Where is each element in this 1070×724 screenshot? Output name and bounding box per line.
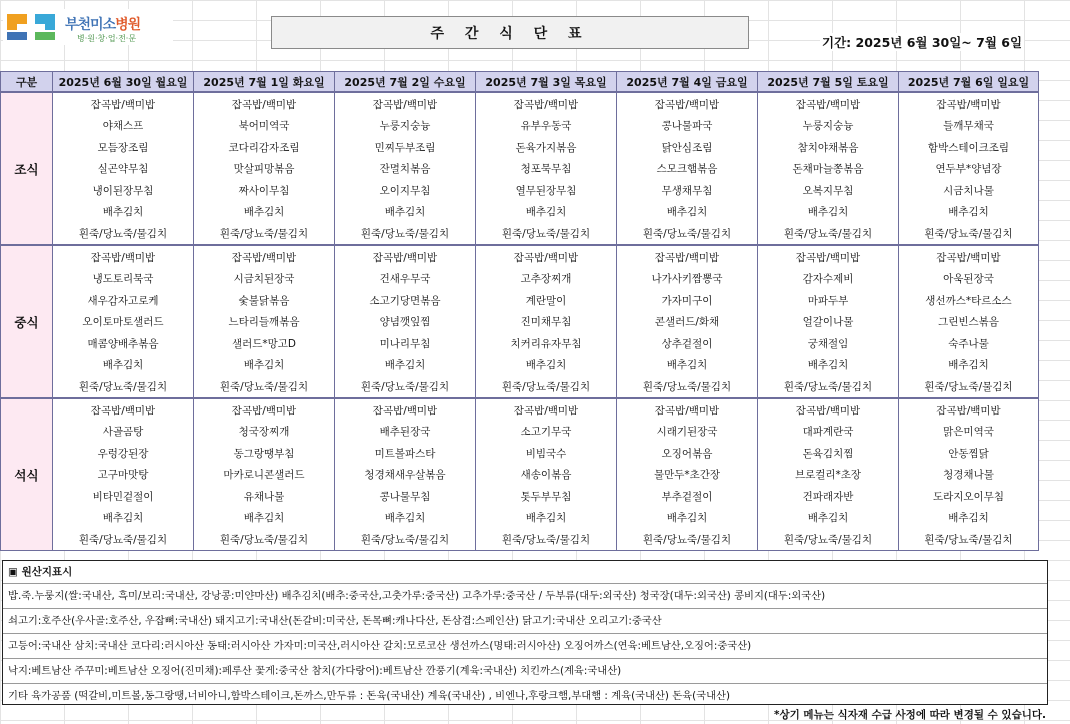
dish-item: 잡곡밥/백미밥: [936, 252, 1001, 264]
meal-row: [0, 245, 1039, 398]
dish-item: 건파래자반: [802, 490, 854, 503]
dish-item: 매콤양배추볶음: [87, 337, 159, 350]
day-menu-cell: [52, 92, 193, 245]
day-menu-cell: [475, 92, 616, 245]
day-menu-cell: [334, 398, 475, 551]
dish-item: 잡곡밥/백미밥: [795, 405, 861, 417]
dish-item: 잡곡밥/백미밥: [513, 99, 579, 111]
day-header: 2025년 7월 4일 금요일: [616, 71, 757, 92]
dish-item: 새송이볶음: [520, 469, 572, 482]
dish-item: 잡곡밥/백미밥: [936, 405, 1001, 417]
dish-item: 흰죽/당뇨죽/물김치: [78, 533, 168, 546]
day-menu-cell: [616, 398, 757, 551]
dish-item: 배추김치: [384, 359, 426, 372]
dish-item: 배추김치: [525, 206, 567, 219]
dish-item: 누룽지숭늉: [802, 120, 854, 133]
dish-item: 건새우무국: [379, 273, 431, 286]
dish-item: 흰죽/당뇨죽/물김치: [924, 533, 1013, 546]
dish-item: 북어미역국: [238, 120, 290, 133]
dish-item: 들깨무채국: [943, 120, 994, 133]
day-header: 2025년 7월 3일 목요일: [475, 71, 616, 92]
logo-mark-icon: [5, 12, 57, 42]
dish-item: 냉이된장무침: [92, 184, 154, 197]
dish-item: 모듬장조림: [97, 141, 149, 154]
dish-item: 배추김치: [666, 206, 708, 219]
dish-item: 열무된장무침: [515, 184, 577, 197]
dish-item: 콩나물파국: [661, 120, 713, 133]
dish-item: 닭안심조림: [661, 141, 713, 154]
dish-item: 대파계란국: [802, 426, 854, 439]
dish-item: 배추김치: [666, 512, 708, 525]
dish-item: 흰죽/당뇨죽/물김치: [924, 227, 1013, 240]
dish-item: 유채나물: [243, 490, 285, 503]
dish-item: 마카로니콘샐러드: [223, 469, 305, 482]
dish-item: 잡곡밥/백미밥: [90, 252, 156, 264]
dish-item: 배추김치: [948, 359, 989, 372]
dish-item: 오이지무침: [379, 184, 431, 197]
dish-item: 얼갈이나물: [802, 316, 854, 329]
dish-item: 무생채무침: [661, 184, 713, 197]
dish-item: 시금치나물: [943, 184, 994, 197]
dish-item: 배추김치: [666, 359, 708, 372]
dish-item: 흰죽/당뇨죽/물김치: [642, 227, 732, 240]
dish-item: 배추김치: [102, 206, 144, 219]
dish-item: 흰죽/당뇨죽/물김치: [642, 533, 732, 546]
dish-item: 유부우동국: [520, 120, 572, 133]
day-menu-cell: [193, 245, 334, 398]
day-menu-cell: [898, 398, 1039, 551]
day-menu-cell: [193, 92, 334, 245]
day-menu-cell: [757, 92, 898, 245]
dish-item: 오복지무침: [802, 184, 854, 197]
dish-item: 궁채절임: [807, 337, 849, 350]
dish-item: 코다리감자조림: [228, 141, 300, 154]
dish-item: 흰죽/당뇨죽/물김치: [360, 380, 450, 393]
dish-item: 시래기된장국: [656, 426, 718, 439]
dish-item: 잡곡밥/백미밥: [372, 405, 438, 417]
dish-item: 그린빈스볶음: [938, 316, 999, 329]
dish-item: 도라지오이무침: [932, 490, 1004, 503]
dish-item: 잡곡밥/백미밥: [513, 405, 579, 417]
dish-item: 잡곡밥/백미밥: [231, 99, 297, 111]
day-menu-cell: [193, 398, 334, 551]
corner-header: 구분: [0, 71, 52, 92]
dish-item: 브로컬리*초장: [794, 469, 862, 482]
dish-item: 흰죽/당뇨죽/물김치: [219, 227, 309, 240]
dish-item: 고추장찌개: [520, 273, 572, 286]
dish-item: 흰죽/당뇨죽/물김치: [783, 227, 873, 240]
dish-item: 잡곡밥/백미밥: [231, 405, 297, 417]
dish-item: 배추김치: [807, 359, 849, 372]
origin-title: ▣ 원산지표시: [8, 566, 73, 578]
day-menu-cell: [334, 245, 475, 398]
dish-item: 배추김치: [525, 359, 567, 372]
dish-item: 콘샐러드/화채: [654, 316, 720, 329]
dish-item: 잡곡밥/백미밥: [936, 99, 1001, 111]
dish-item: 배추김치: [948, 512, 989, 525]
dish-item: 나가사키짬뽕국: [651, 273, 723, 286]
dish-item: 진미채무침: [520, 316, 572, 329]
dish-item: 안동찜닭: [948, 447, 989, 460]
day-header: 2025년 6월 30일 월요일: [52, 71, 193, 92]
dish-item: 배추김치: [243, 512, 285, 525]
dish-item: 민찌두부조림: [374, 141, 436, 154]
dish-item: 잡곡밥/백미밥: [795, 99, 861, 111]
dish-item: 짜사이무침: [238, 184, 290, 197]
day-menu-cell: [616, 245, 757, 398]
day-menu-cell: [898, 245, 1039, 398]
dish-item: 숙주나물: [948, 337, 989, 350]
meal-row: [0, 92, 1039, 245]
dish-item: 흰죽/당뇨죽/물김치: [78, 380, 168, 393]
dish-item: 함박스테이크조림: [927, 141, 1010, 154]
dish-item: 오징어볶음: [661, 447, 713, 460]
dish-item: 야채스프: [102, 120, 144, 133]
dish-item: 느타리들깨볶음: [228, 316, 300, 329]
dish-item: 잡곡밥/백미밥: [654, 99, 720, 111]
hospital-logo: [3, 9, 173, 45]
dish-item: 냉도토리묵국: [92, 273, 154, 286]
dish-item: 동그랑땡부침: [233, 447, 295, 460]
dish-item: 청포묵무침: [520, 163, 572, 176]
dish-item: 맑은미역국: [943, 426, 994, 439]
dish-item: 소고기당면볶음: [369, 294, 441, 307]
dish-item: 배추김치: [243, 359, 285, 372]
day-menu-cell: [475, 245, 616, 398]
dish-item: 잡곡밥/백미밥: [513, 252, 579, 264]
logo-subtitle: 병·원·창·업·전·문: [77, 34, 137, 43]
dish-item: 가자미구이: [661, 294, 713, 307]
dish-item: 샐러드*망고D: [231, 337, 297, 350]
footnote: *상기 메뉴는 식자재 수급 사정에 따라 변경될 수 있습니다.: [773, 709, 1046, 721]
dish-item: 흰죽/당뇨죽/물김치: [219, 380, 309, 393]
dish-item: 오이토마토샐러드: [82, 316, 164, 329]
dish-item: 잡곡밥/백미밥: [654, 405, 720, 417]
dish-item: 흰죽/당뇨죽/물김치: [924, 380, 1013, 393]
origin-line: 밥.죽.누룽지(쌀:국내산, 흑미/보리:국내산, 강낭콩:미얀마산) 배추김치(배추:중국산,고춧가루:중국산) 고추가루:중국산 / 두부류(대두:외국산) 청국장(대두:외국산) 콩비지(대두:외국산): [3, 583, 1047, 608]
dish-item: 고구마맛탕: [97, 469, 149, 482]
meal-label: 조식: [0, 92, 52, 245]
dish-item: 흰죽/당뇨죽/물김치: [501, 227, 591, 240]
dish-item: 배추김치: [384, 512, 426, 525]
dish-item: 배추김치: [525, 512, 567, 525]
logo-name-suffix: 병원: [115, 17, 141, 33]
dish-item: 잡곡밥/백미밥: [90, 405, 156, 417]
dish-item: 톳두부무침: [520, 490, 572, 503]
page-title: 주 간 식 단 표: [271, 16, 749, 49]
dish-item: 배추김치: [243, 206, 285, 219]
dish-item: 배추김치: [384, 206, 426, 219]
dish-item: 참치야채볶음: [797, 141, 859, 154]
dish-item: 실곤약무침: [97, 163, 149, 176]
dish-item: 누룽지숭늉: [379, 120, 431, 133]
dish-item: 잡곡밥/백미밥: [372, 252, 438, 264]
dish-item: 배추김치: [807, 512, 849, 525]
dish-item: 배추김치: [948, 206, 989, 219]
origin-line: 고등어:국내산 삼치:국내산 코다리:러시아산 동태:러시아산 가자미:미국산,러시아산 갈치:모로코산 생선까스(명태:러시아산) 오징어까스(연육:베트남산,오징어:중국산): [3, 633, 1047, 658]
dish-item: 상추겉절이: [661, 337, 713, 350]
dish-item: 흰죽/당뇨죽/물김치: [360, 227, 450, 240]
dish-item: 흰죽/당뇨죽/물김치: [783, 380, 873, 393]
dish-item: 콩나물무침: [379, 490, 431, 503]
origin-box: [2, 560, 1048, 705]
dish-item: 잔멸치볶음: [379, 163, 431, 176]
dish-item: 맛살피망볶음: [233, 163, 295, 176]
dish-item: 새우감자고로케: [87, 294, 159, 307]
dish-item: 흰죽/당뇨죽/물김치: [501, 533, 591, 546]
origin-line: 쇠고기:호주산(우사골:호주산, 우잡뼈:국내산) 돼지고기:국내산(돈갈비:미국산, 돈목뼈:캐나다산, 돈삼겹:스페인산) 닭고기:국내산 오리고기:중국산: [3, 608, 1047, 633]
day-header: 2025년 7월 1일 화요일: [193, 71, 334, 92]
meal-label: 석식: [0, 398, 52, 551]
dish-item: 치커리유자무침: [510, 337, 582, 350]
day-menu-cell: [52, 245, 193, 398]
day-header: 2025년 7월 2일 수요일: [334, 71, 475, 92]
dish-item: 청경채나물: [943, 469, 994, 482]
origin-line: 기타 육가공품 (떡갈비,미트볼,동그랑땡,너비아니,함박스테이크,돈까스,만두류 : 돈육(국내산) 계육(국내산) , 비엔나,후랑크햄,부대햄 : 계육(국내산) 돈육(국내산): [3, 683, 1047, 708]
dish-item: 부추겉절이: [661, 490, 713, 503]
dish-item: 흰죽/당뇨죽/물김치: [219, 533, 309, 546]
dish-item: 소고기무국: [520, 426, 572, 439]
dish-item: 잡곡밥/백미밥: [795, 252, 861, 264]
dish-item: 돈육가지볶음: [515, 141, 577, 154]
dish-item: 잡곡밥/백미밥: [90, 99, 156, 111]
dish-item: 우렁강된장: [97, 447, 149, 460]
period-label: 기간: 2025년 6월 30일~ 7월 6일: [822, 35, 1023, 50]
day-menu-cell: [757, 398, 898, 551]
dish-item: 미트볼파스타: [374, 447, 436, 460]
dish-item: 돈채마늘쫑볶음: [792, 163, 864, 176]
dish-item: 잡곡밥/백미밥: [372, 99, 438, 111]
dish-item: 비빔국수: [525, 447, 567, 460]
meal-row: [0, 398, 1039, 551]
logo-name: 부천미소병원: [65, 17, 141, 33]
dish-item: 사골곰탕: [102, 426, 144, 439]
day-menu-cell: [898, 92, 1039, 245]
day-header: 2025년 7월 5일 토요일: [757, 71, 898, 92]
dish-item: 배추김치: [807, 206, 849, 219]
dish-item: 청국장찌개: [238, 426, 290, 439]
day-header: 2025년 7월 6일 일요일: [898, 71, 1039, 92]
dish-item: 돈육김치찜: [802, 447, 854, 460]
dish-item: 미나리무침: [379, 337, 431, 350]
dish-item: 흰죽/당뇨죽/물김치: [642, 380, 732, 393]
dish-item: 흰죽/당뇨죽/물김치: [78, 227, 168, 240]
dish-item: 숯불닭볶음: [238, 294, 290, 307]
table-header-row: [0, 71, 1039, 92]
dish-item: 흰죽/당뇨죽/물김치: [360, 533, 450, 546]
dish-item: 잡곡밥/백미밥: [231, 252, 297, 264]
meal-label: 중식: [0, 245, 52, 398]
dish-item: 아욱된장국: [943, 273, 994, 286]
dish-item: 잡곡밥/백미밥: [654, 252, 720, 264]
day-menu-cell: [475, 398, 616, 551]
dish-item: 청경채새우살볶음: [364, 469, 446, 482]
dish-item: 생선까스*타르소스: [925, 294, 1012, 307]
dish-item: 마파두부: [807, 294, 849, 307]
dish-item: 흰죽/당뇨죽/물김치: [783, 533, 873, 546]
dish-item: 흰죽/당뇨죽/물김치: [501, 380, 591, 393]
dish-item: 비타민겉절이: [92, 490, 154, 503]
dish-item: 물만두*초간장: [653, 469, 721, 482]
day-menu-cell: [52, 398, 193, 551]
dish-item: 시금치된장국: [233, 273, 295, 286]
day-menu-cell: [757, 245, 898, 398]
dish-item: 감자수제비: [802, 273, 854, 286]
dish-item: 스모크햄볶음: [656, 163, 718, 176]
origin-line: 낙지:베트남산 주꾸미:베트남산 오징어(진미채):페루산 꽃게:중국산 참치(가다랑어):베트남산 깐풍기(계육:국내산) 치킨까스(계육:국내산): [3, 658, 1047, 683]
dish-item: 연두부*양념장: [935, 163, 1002, 176]
dish-item: 양념깻잎찜: [379, 316, 431, 329]
dish-item: 계란말이: [525, 294, 567, 307]
dish-item: 배추김치: [102, 512, 144, 525]
dish-item: 배추된장국: [379, 426, 431, 439]
day-menu-cell: [616, 92, 757, 245]
day-menu-cell: [334, 92, 475, 245]
dish-item: 배추김치: [102, 359, 144, 372]
